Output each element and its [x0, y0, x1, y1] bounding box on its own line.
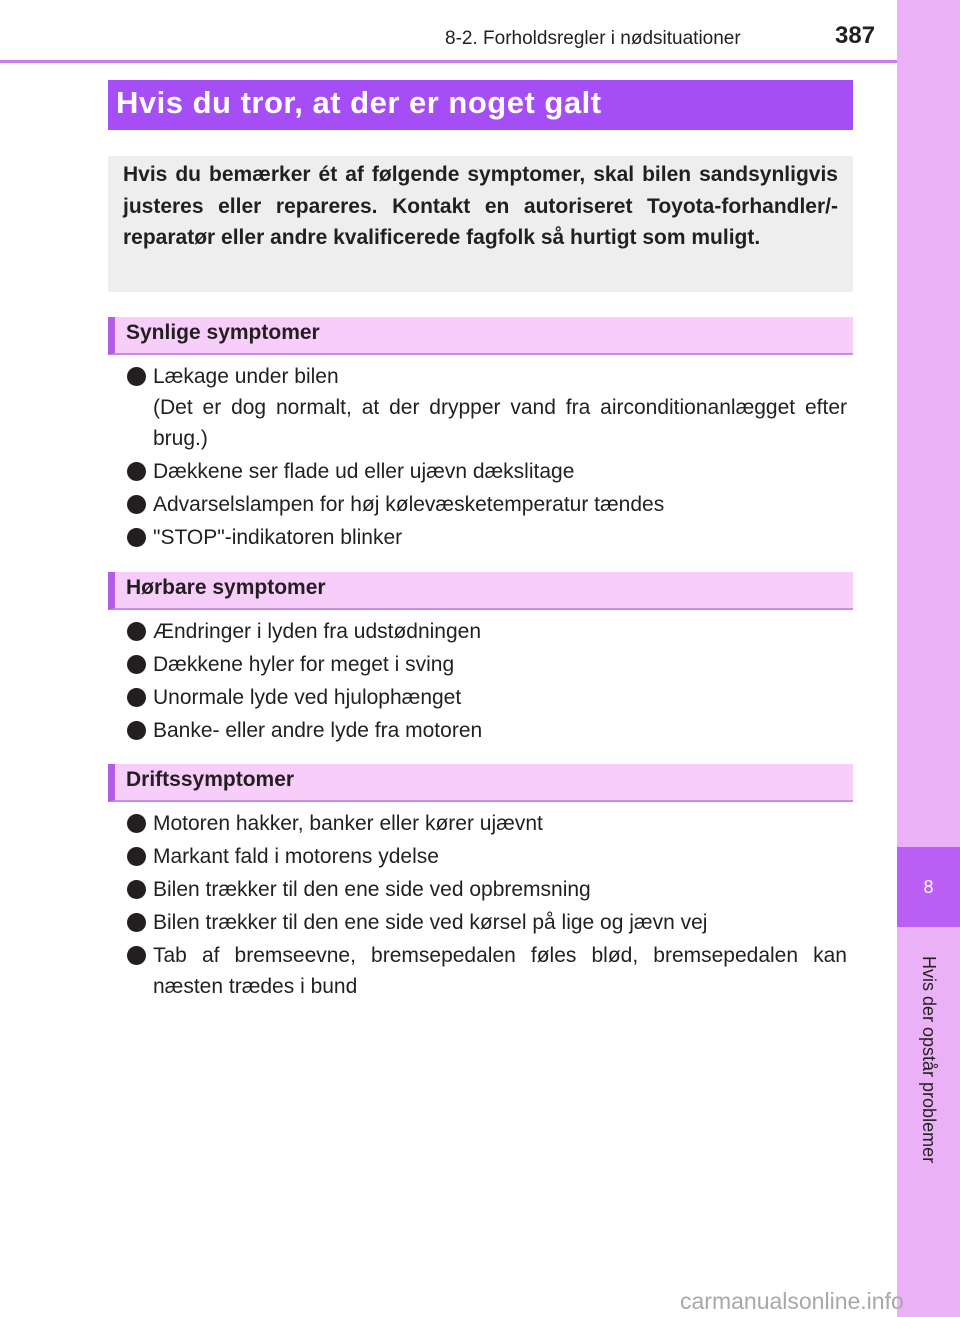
chapter-title: Hvis der opstår problemer [919, 956, 939, 1164]
sub-heading-visible-symptoms: Synlige symptomer [108, 317, 853, 355]
list-item-text: Markant fald i motorens ydelse [153, 845, 439, 868]
sub-heading-operational-symptoms: Driftssymptomer [108, 764, 853, 802]
list-item-text: Unormale lyde ved hjulophænget [153, 686, 462, 709]
list-item [127, 456, 847, 487]
page-number: 387 [835, 22, 876, 49]
bullet-icon [127, 495, 146, 514]
bullet-icon [127, 721, 146, 740]
list-item-text: Ændringer i lyden fra udstødningen [153, 620, 482, 643]
sub-heading-audible-symptoms: Hørbare symptomer [108, 572, 853, 610]
list-operational-symptoms [127, 808, 847, 1004]
bullet-icon [127, 814, 146, 833]
list-audible-symptoms [127, 616, 847, 748]
list-item [127, 874, 847, 905]
list-item [127, 649, 847, 680]
list-item [127, 715, 847, 746]
section-label: 8-2. Forholdsregler i nødsituationer [445, 28, 741, 49]
bullet-icon [127, 462, 146, 481]
list-item [127, 907, 847, 938]
list-item [127, 616, 847, 647]
page-title: Hvis du tror, at der er noget galt [108, 80, 853, 130]
bullet-icon [127, 528, 146, 547]
list-item-text: "STOP"-indikatoren blinker [153, 526, 403, 549]
list-item [127, 940, 847, 1002]
list-item-text: Advarselslampen for høj kølevæsketemperatur tændes [153, 493, 665, 516]
list-item-text: Banke- eller andre lyde fra motoren [153, 719, 483, 742]
list-item-text: Motoren hakker, banker eller kører ujævnt [153, 812, 543, 835]
intro-box [108, 156, 853, 292]
bullet-icon [127, 880, 146, 899]
list-item-text: Lækage under bilen (Det er dog normalt, at der drypper vand fra airconditionanlægget efter brug.) [153, 365, 847, 450]
bullet-icon [127, 367, 146, 386]
list-item [127, 489, 847, 520]
watermark: carmanualsonline.info [680, 1288, 904, 1314]
bullet-icon [127, 913, 146, 932]
intro-text: Hvis du bemærker ét af følgende symptomer, skal bilen sandsynligvis justeres eller repareres. Kontakt en autoriseret Toyota-forhandler/-reparatør eller andre kvalificerede fagfolk så hurtigt som muligt. [123, 163, 838, 249]
list-item [127, 682, 847, 713]
bullet-icon [127, 946, 146, 965]
list-item-text: Dækkene hyler for meget i sving [153, 653, 455, 676]
chapter-number-tab[interactable]: 8 [897, 847, 960, 927]
bullet-icon [127, 622, 146, 641]
list-item [127, 361, 847, 454]
list-item [127, 841, 847, 872]
bullet-icon [127, 655, 146, 674]
list-visible-symptoms [127, 361, 847, 555]
list-item [127, 522, 847, 553]
bullet-icon [127, 688, 146, 707]
list-item-text: Dækkene ser flade ud eller ujævn dækslitage [153, 460, 575, 483]
list-item-text: Tab af bremseevne, bremsepedalen føles blød, bremsepedalen kan næsten trædes i bund [153, 944, 847, 998]
bullet-icon [127, 847, 146, 866]
list-item-text: Bilen trækker til den ene side ved opbremsning [153, 878, 591, 901]
list-item-text: Bilen trækker til den ene side ved kørsel på lige og jævn vej [153, 911, 708, 934]
list-item [127, 808, 847, 839]
header-rule [0, 60, 897, 63]
